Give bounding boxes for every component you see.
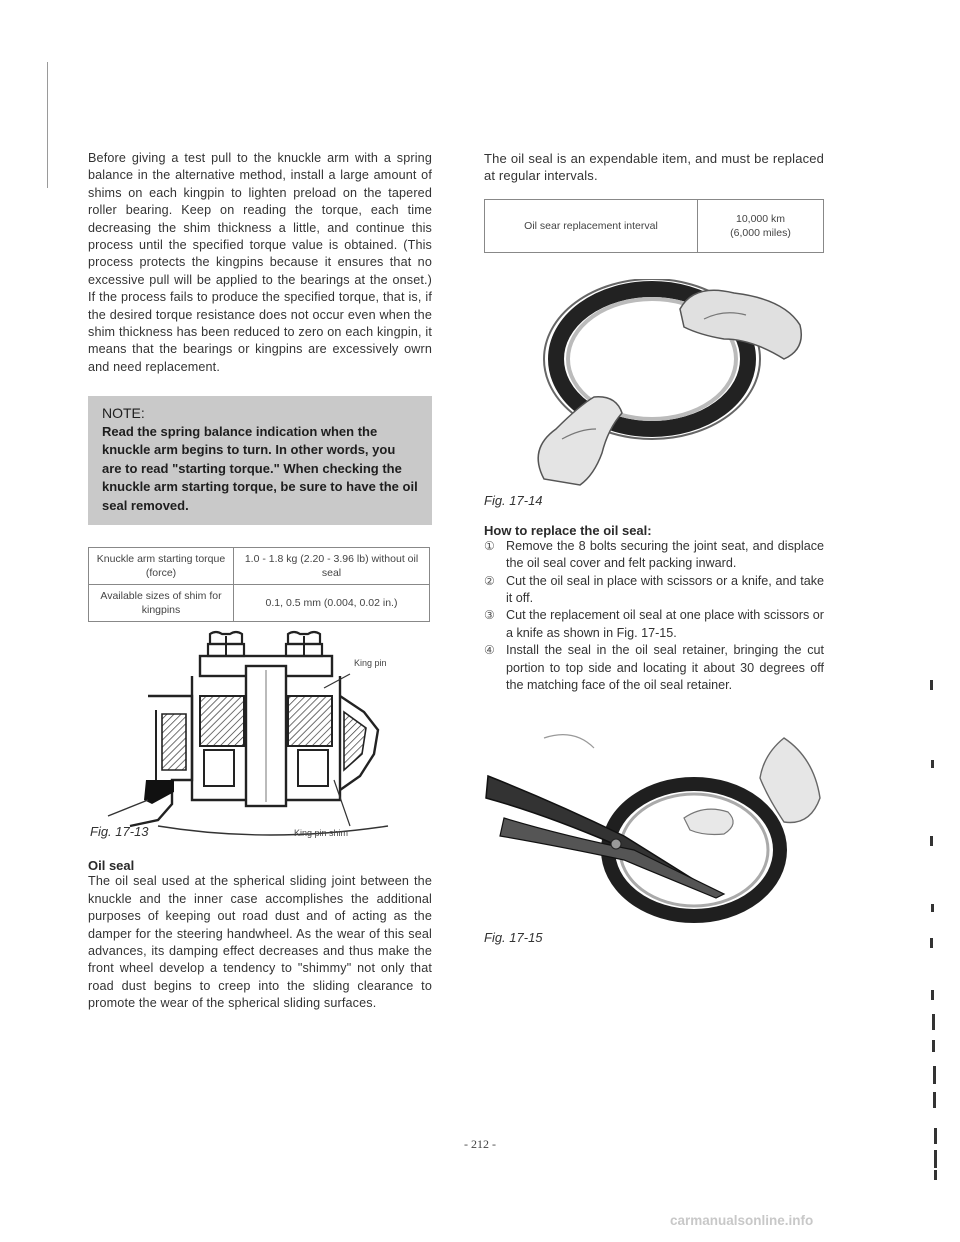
scissors-photo-15 [484, 718, 824, 928]
left-column [88, 150, 432, 1013]
step-text: Cut the oil seal in place with scissors or a knife, and take it off. [506, 573, 824, 606]
figure-17-15 [484, 718, 824, 948]
figure-17-14 [484, 279, 824, 511]
table-row [89, 548, 430, 585]
spec-value: 0.1, 0.5 mm (0.004, 0.02 in.) [234, 585, 430, 622]
edge-mark [934, 1170, 937, 1180]
note-title: NOTE: [102, 405, 145, 422]
page-number: - 212 - [464, 1137, 496, 1151]
edge-mark [932, 1014, 935, 1030]
edge-mark [930, 836, 933, 846]
step-text: Install the seal in the oil seal retainer, bringing the cut portion to top side and locating it about 30 degrees off the matching face of the oil seal retainer. [506, 643, 824, 693]
figure-17-13 [88, 630, 430, 840]
spec-value: 1.0 - 1.8 kg (2.20 - 3.96 lb) without oil seal [234, 548, 430, 585]
step-text: Remove the 8 bolts securing the joint seat, and displace the oil seal cover and felt packing inward. [506, 538, 824, 571]
edge-mark [933, 1066, 936, 1084]
edge-mark [933, 1092, 936, 1108]
step-text: Cut the replacement oil seal at one place with scissors or a knife as shown in Fig. 17-15. [506, 608, 824, 640]
edge-mark [931, 760, 934, 768]
interval-value [698, 199, 824, 252]
edge-mark [934, 1150, 937, 1168]
oil-seal-intro: The oil seal is an expendable item, and must be replaced at regular intervals. [484, 151, 824, 184]
spec-label: Available sizes of shim for kingpins [89, 585, 234, 622]
oil-seal-heading: Oil seal [88, 858, 135, 874]
edge-mark [931, 904, 934, 912]
interval-label: Oil sear replacement interval [485, 199, 698, 252]
figure-caption: Fig. 17-13 [90, 824, 149, 840]
table-row [89, 585, 430, 622]
list-item [484, 573, 824, 608]
watermark-text: carmanualsonline.info [670, 1213, 814, 1228]
edge-mark [930, 938, 933, 948]
margin-rule [47, 118, 48, 188]
oil-seal-paragraph: The oil seal used at the spherical sliding joint between the knuckle and the inner case accomplishes the additional purposes of keeping out road dust and of acting as the damper for the steering handwheel. As the wear of this seal advances, its damping effect decreases and thus make the front wheel develop a tendency to "shimmy" not only that road dust begins to creep into the sliding clearance to promote the wear of the spherical sliding surfaces. [88, 874, 432, 1011]
interval-miles: (6,000 miles) [730, 226, 791, 239]
interval-spec-table [484, 199, 824, 253]
intro-paragraph: Before giving a test pull to the knuckle arm with a spring balance in the alternative method, install a large amount of shims on each kingpin to lighten preload on the tapered roller bearing. Keep on reading the torque, each time decreasing the shim thickness a little, and continue this process until the specified torque value is obtained. (This process protects the kingpins because it ensures that no excessive pull will be applied to the bearings at the onset.) If the process fails to produce the specified torque, that is, if the desired torque resistance does not occur even when the shim thickness has been reduced to zero on each kingpin, it means that the bearings or kingpins are excessively owrn and need replacement. [88, 151, 432, 374]
list-item [484, 642, 824, 694]
edge-mark [932, 1040, 935, 1052]
interval-km: 10,000 km [735, 212, 786, 225]
table-row [485, 199, 824, 252]
steps-list [484, 538, 824, 695]
note-text: Read the spring balance indication when the knuckle arm begins to turn. In other words, you are to read "starting torque." When checking the knuckle arm starting torque, be sure to have the oil seal removed. [102, 423, 418, 513]
note-box [88, 396, 432, 525]
list-item [484, 607, 824, 642]
step-number: ③ [484, 608, 495, 623]
step-number: ④ [484, 643, 495, 658]
spec-label: Knuckle arm starting torque (force) [89, 548, 234, 585]
figure-caption: Fig. 17-14 [484, 492, 543, 508]
king-pin-shim-label: King pin shim [294, 828, 349, 839]
step-number: ② [484, 573, 495, 588]
right-column [484, 150, 824, 948]
oil-seal-photo-14 [484, 279, 824, 489]
edge-mark [930, 680, 933, 690]
king-pin-label: King pin [354, 658, 387, 669]
step-number: ① [484, 538, 495, 553]
torque-spec-table [88, 547, 430, 622]
edge-mark [931, 990, 934, 1000]
how-to-heading: How to replace the oil seal: [484, 522, 652, 538]
list-item [484, 538, 824, 573]
margin-rule [47, 62, 48, 122]
figure-caption: Fig. 17-15 [484, 930, 543, 946]
